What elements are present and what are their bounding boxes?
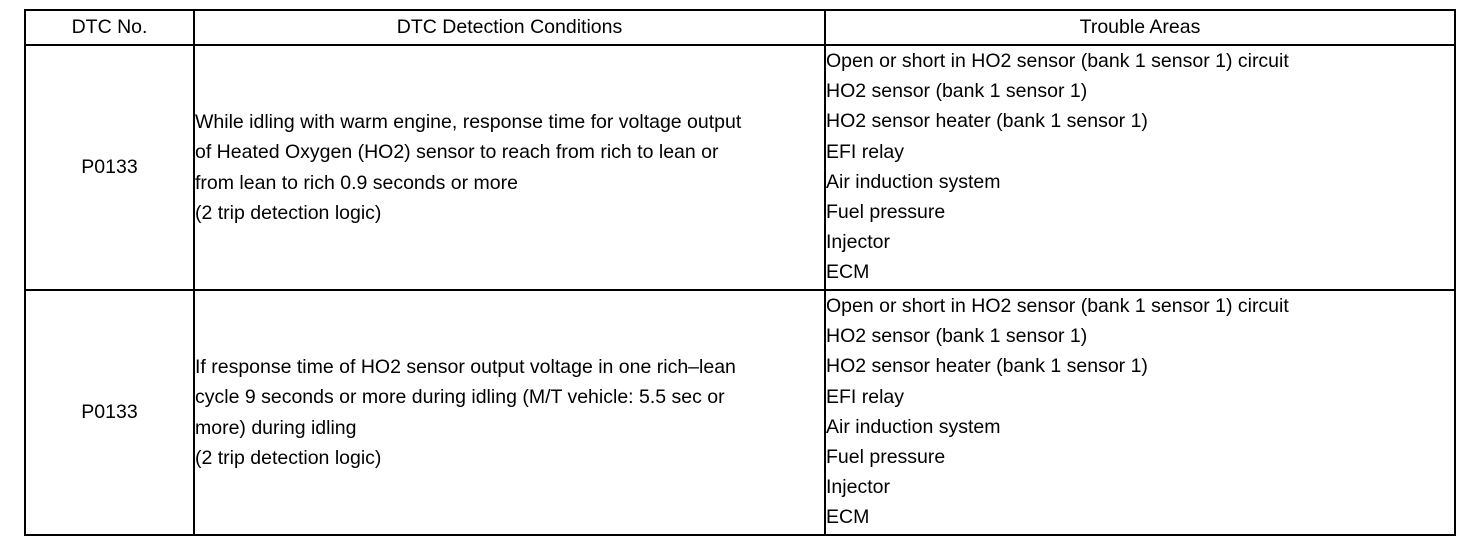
trouble-area-item: EFI relay [826, 140, 905, 163]
condition-line: cycle 9 seconds or more during idling (M/T vehicle: 5.5 sec or [195, 386, 725, 409]
dtc-code: P0133 [25, 290, 194, 535]
header-conditions: DTC Detection Conditions [194, 10, 825, 45]
dtc-code: P0133 [25, 45, 194, 290]
condition-line: (2 trip detection logic) [195, 201, 382, 224]
trouble-area-item: HO2 sensor heater (bank 1 sensor 1) [826, 110, 1148, 133]
trouble-area-item: Air induction system [826, 170, 1001, 193]
condition-line: While idling with warm engine, response time for voltage output [195, 111, 742, 134]
trouble-area-item: ECM [826, 506, 870, 529]
dtc-table [24, 9, 1456, 536]
detection-conditions [194, 290, 825, 535]
trouble-area-item: ECM [826, 261, 870, 284]
trouble-area-item: Fuel pressure [826, 446, 946, 469]
trouble-area-item: HO2 sensor heater (bank 1 sensor 1) [826, 355, 1148, 378]
trouble-area-item: HO2 sensor (bank 1 sensor 1) [826, 325, 1088, 348]
detection-conditions [194, 45, 825, 290]
trouble-area-item: Open or short in HO2 sensor (bank 1 sensor 1) circuit [826, 295, 1289, 317]
condition-line: If response time of HO2 sensor output voltage in one rich–lean [195, 356, 736, 379]
trouble-area-item: Open or short in HO2 sensor (bank 1 sensor 1) circuit [826, 50, 1289, 72]
trouble-area-item: Injector [826, 476, 890, 499]
condition-line: of Heated Oxygen (HO2) sensor to reach from rich to lean or [195, 141, 719, 164]
trouble-areas [825, 290, 1455, 535]
table-row [25, 290, 1455, 535]
trouble-area-item: Injector [826, 231, 890, 254]
header-trouble-areas: Trouble Areas [825, 10, 1455, 45]
condition-line: (2 trip detection logic) [195, 446, 382, 469]
table-row [25, 45, 1455, 290]
condition-line: from lean to rich 0.9 seconds or more [195, 171, 518, 194]
trouble-area-item: Fuel pressure [826, 201, 946, 224]
header-dtc-no: DTC No. [25, 10, 194, 45]
condition-line: more) during idling [195, 416, 357, 439]
trouble-area-item: EFI relay [826, 385, 905, 408]
trouble-area-item: Air induction system [826, 415, 1001, 438]
trouble-area-item: HO2 sensor (bank 1 sensor 1) [826, 80, 1088, 103]
trouble-areas [825, 45, 1455, 290]
header-row [25, 10, 1455, 45]
